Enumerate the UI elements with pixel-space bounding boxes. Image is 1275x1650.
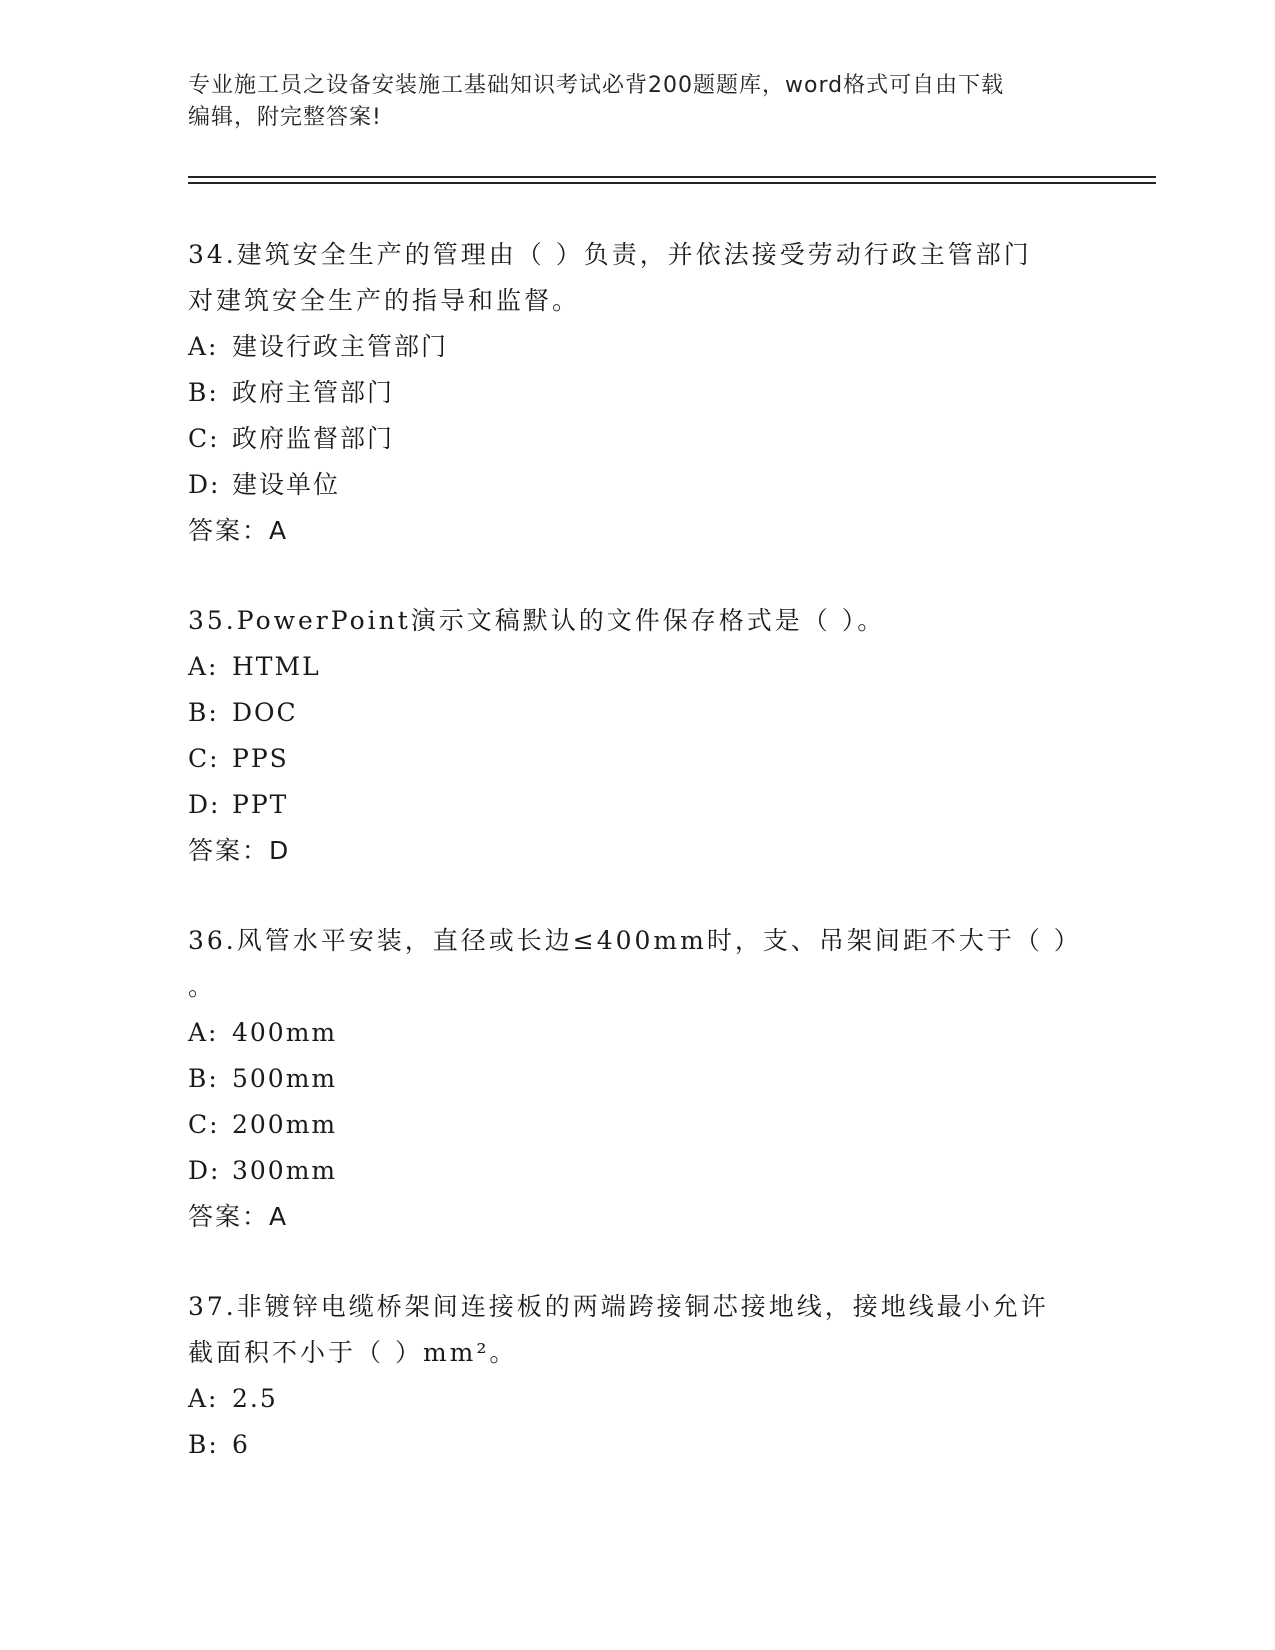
question-block [188, 598, 1088, 874]
answer-key: 答案：A [188, 516, 289, 545]
option-text: 2.5 [232, 1384, 278, 1413]
option-letter: A: [188, 652, 219, 681]
option-text: DOC [232, 698, 298, 727]
option-text: 政府主管部门 [232, 378, 395, 407]
option-text: 500mm [232, 1064, 338, 1093]
option-text: 300mm [232, 1156, 338, 1185]
option-text: PPS [232, 744, 289, 773]
option-letter: B: [188, 378, 219, 407]
answer-option [188, 1010, 1088, 1056]
question-list [188, 232, 1088, 1512]
question-stem-line: 34.建筑安全生产的管理由（ ）负责，并依法接受劳动行政主管部门 [188, 240, 1032, 269]
answer-option [188, 1376, 1088, 1422]
question-block [188, 1284, 1088, 1468]
answer-key: 答案：D [188, 836, 291, 865]
question-stem-line: 36.风管水平安装，直径或长边≤400mm时，支、吊架间距不大于（ ） [188, 926, 1082, 955]
option-letter: B: [188, 1064, 219, 1093]
question-block [188, 918, 1088, 1240]
answer-option [188, 1148, 1088, 1194]
option-letter: B: [188, 698, 219, 727]
option-letter: D: [188, 1156, 221, 1185]
answer-option [188, 324, 1088, 370]
answer-key: 答案：A [188, 1202, 289, 1231]
option-text: 400mm [232, 1018, 338, 1047]
answer-option [188, 782, 1088, 828]
question-stem-line: 。 [188, 972, 217, 1001]
answer-option [188, 370, 1088, 416]
header-divider-top [188, 176, 1156, 178]
option-letter: D: [188, 470, 221, 499]
option-text: PPT [232, 790, 289, 819]
question-stem-line: 截面积不小于（ ）mm²。 [188, 1338, 518, 1367]
answer-option [188, 416, 1088, 462]
header-divider-bottom [188, 182, 1156, 184]
option-text: 200mm [232, 1110, 338, 1139]
option-text: HTML [232, 652, 321, 681]
answer-option [188, 1102, 1088, 1148]
option-letter: C: [188, 744, 220, 773]
question-stem-line: 35.PowerPoint演示文稿默认的文件保存格式是（ ）。 [188, 606, 886, 635]
option-letter: C: [188, 424, 220, 453]
option-text: 建设单位 [232, 470, 341, 499]
question-block [188, 232, 1088, 554]
answer-option [188, 1422, 1088, 1468]
option-letter: A: [188, 1018, 219, 1047]
option-letter: A: [188, 332, 219, 361]
question-stem-line: 37.非镀锌电缆桥架间连接板的两端跨接铜芯接地线，接地线最小允许 [188, 1292, 1049, 1321]
option-letter: C: [188, 1110, 220, 1139]
answer-option [188, 644, 1088, 690]
option-letter: A: [188, 1384, 219, 1413]
option-letter: B: [188, 1430, 219, 1459]
answer-option [188, 736, 1088, 782]
option-text: 6 [232, 1430, 250, 1459]
option-text: 政府监督部门 [232, 424, 395, 453]
answer-option [188, 1056, 1088, 1102]
answer-option [188, 690, 1088, 736]
answer-option [188, 462, 1088, 508]
option-letter: D: [188, 790, 221, 819]
document-header [188, 70, 1068, 134]
option-text: 建设行政主管部门 [232, 332, 449, 361]
question-stem-line: 对建筑安全生产的指导和监督。 [188, 286, 581, 315]
header-line-2: 编辑，附完整答案! [188, 105, 382, 130]
header-line-1: 专业施工员之设备安装施工基础知识考试必背200题题库，word格式可自由下载 [188, 73, 1005, 98]
